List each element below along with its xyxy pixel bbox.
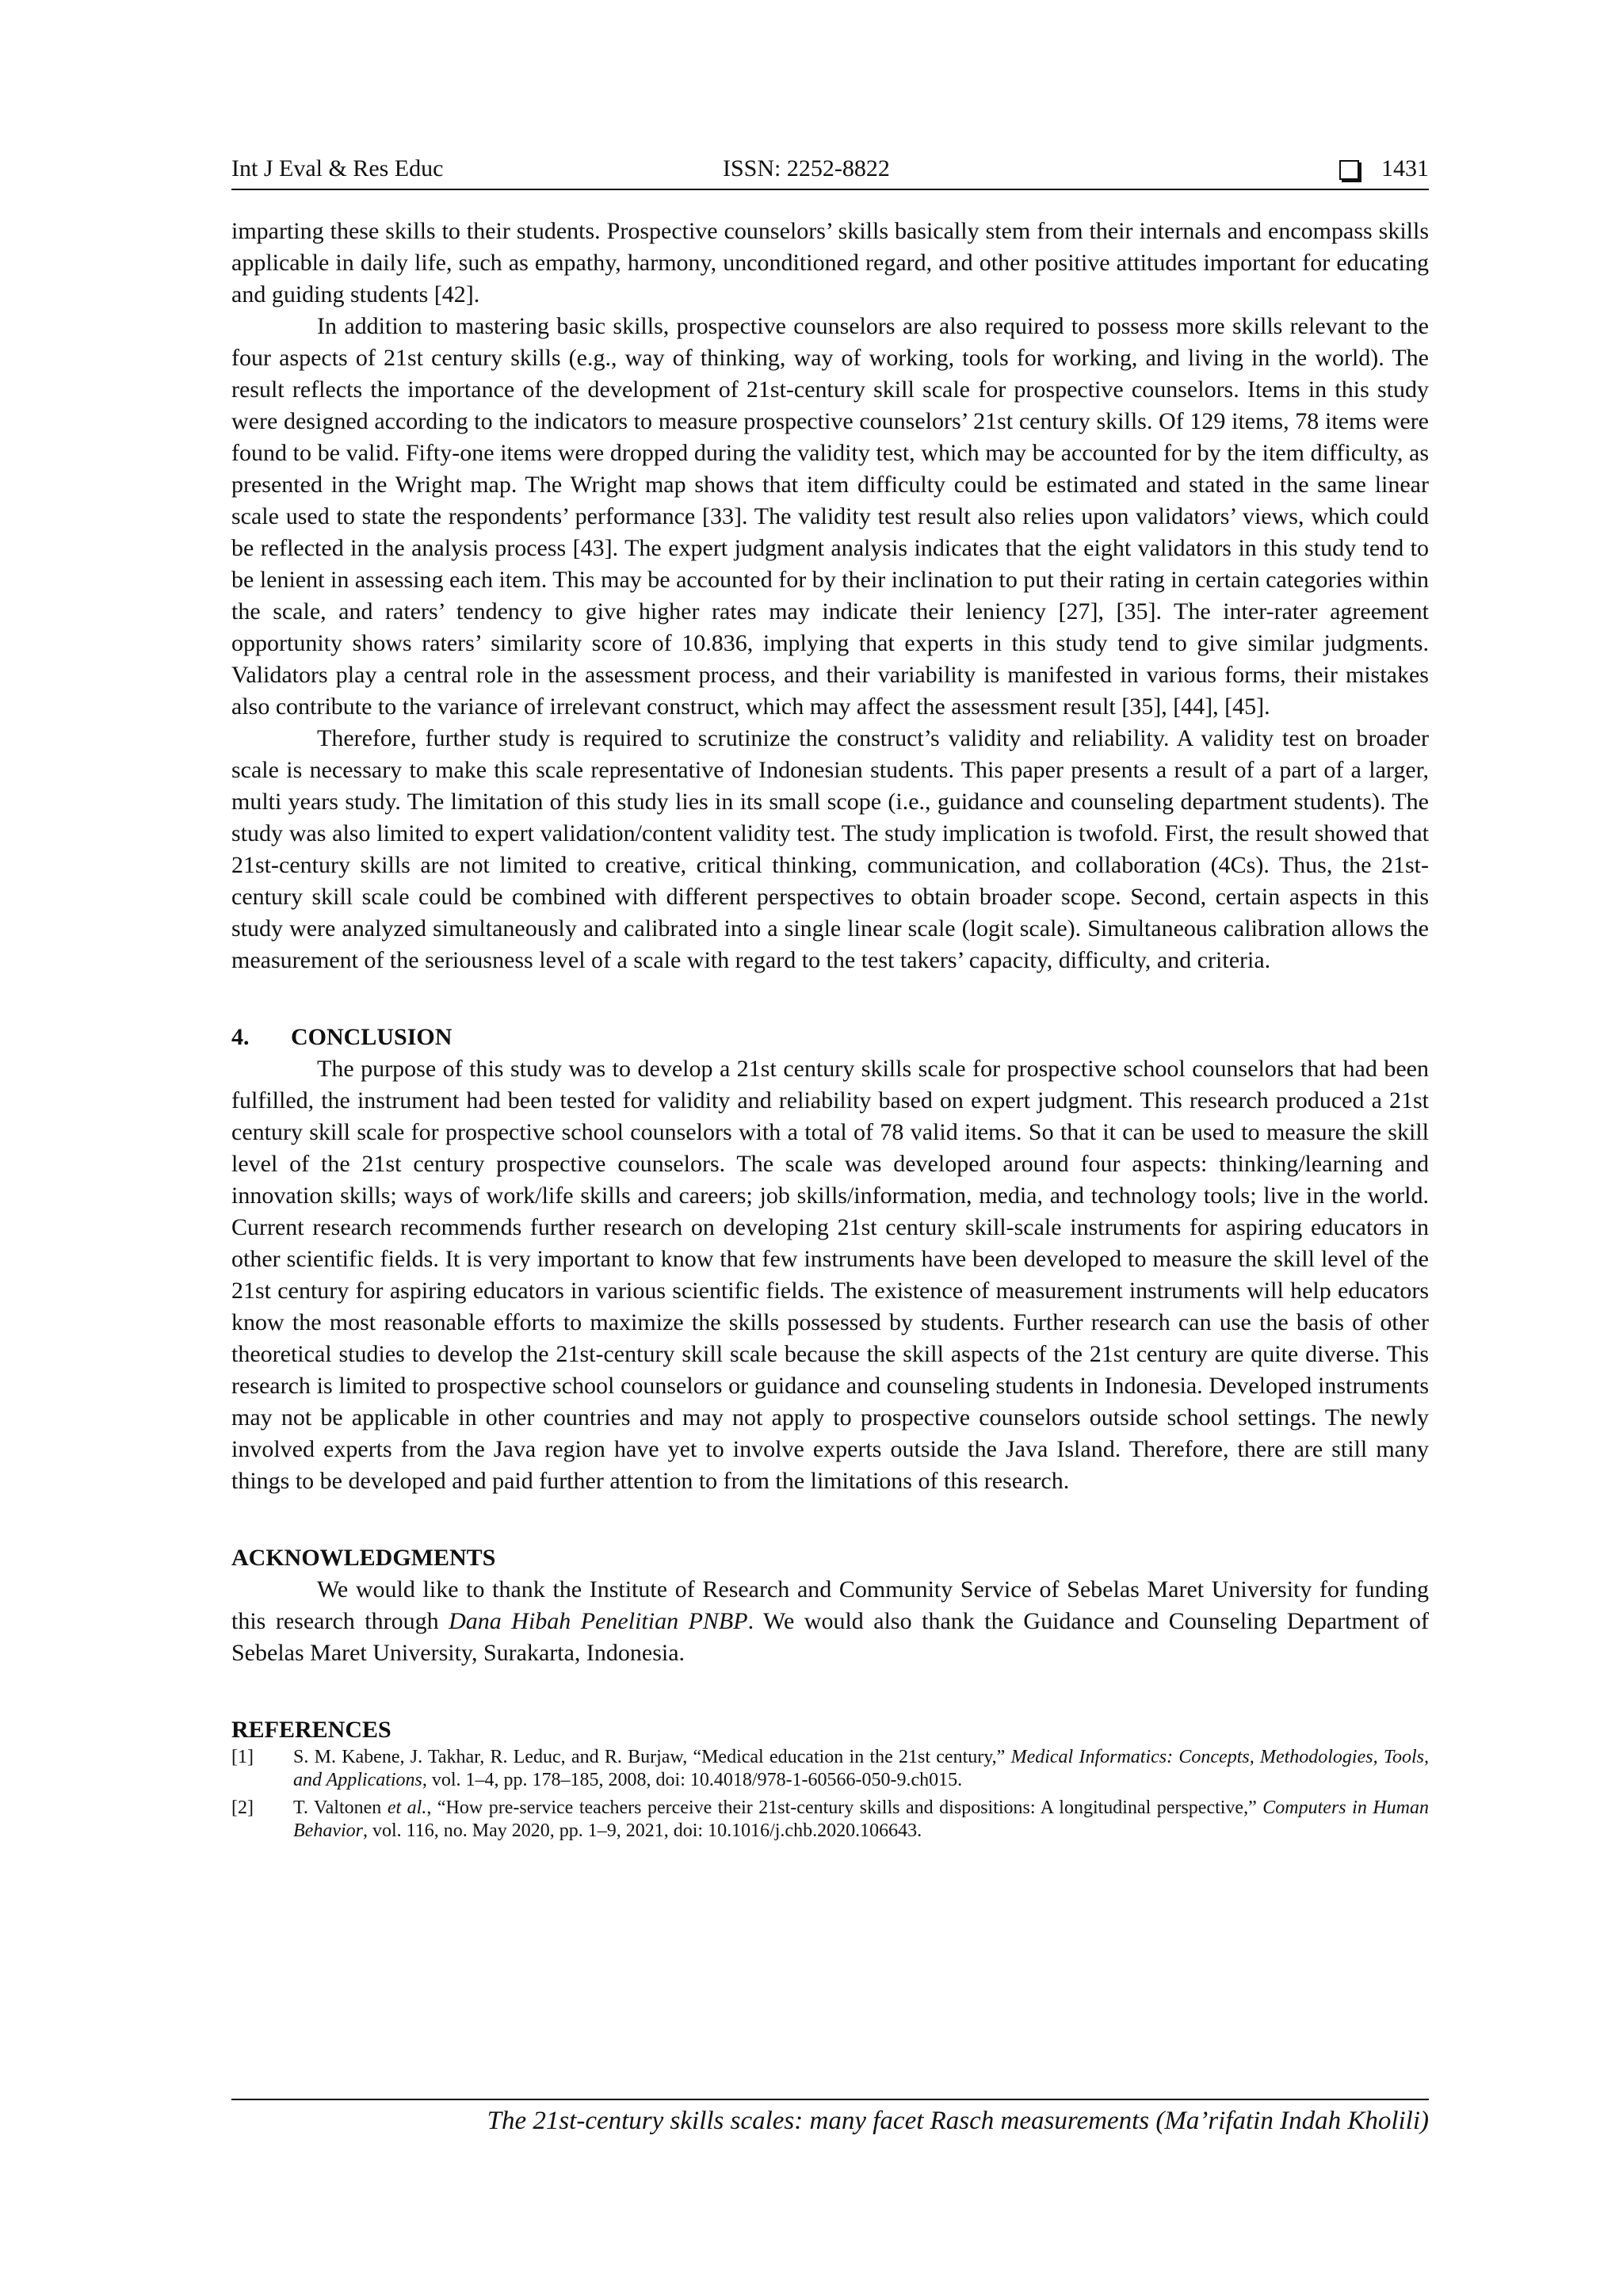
reference-list [231,1746,1429,1843]
ref-authors-title: S. M. Kabene, J. Takhar, R. Leduc, and R. Burjaw, “Medical education in the 21st century,” [293,1747,1011,1767]
ref-details: , vol. 1–4, pp. 178–185, 2008, doi: 10.4018/978-1-60566-050-9.ch015. [422,1770,963,1790]
ref-source: Medical Informatics: Concepts, Methodologies, Tools, and Applications [293,1747,1429,1790]
section-title: CONCLUSION [291,1024,453,1050]
page-number: 1431 [1381,155,1429,181]
references-heading: REFERENCES [231,1717,391,1743]
reference-item [231,1797,1429,1843]
reference-number: [2] [231,1797,254,1818]
reference-text [293,1746,1429,1792]
journal-name: Int J Eval & Res Educ [231,155,444,181]
reference-text [293,1797,1429,1843]
ref-etal: et al. [387,1797,427,1818]
conclusion-paragraph: The purpose of this study was to develop a 21st century skills scale for prospective school counselors that had been fulfilled, the instrument had been tested for validity and reliability based on expert judgment. This research produced a 21st century skill scale for prospective school counselors with a total of 78 valid items. So that it can be used to measure the skill level of the 21st century prospective counselors. The scale was developed around four aspects: thinking/learning and innovation skills; ways of work/life skills and careers; job skills/information, media, and technology tools; live in the world. Current research recommends further research on developing 21st century skill-scale instruments for aspiring educators in other scientific fields. It is very important to know that few instruments have been developed to measure the skill level of the 21st century for aspiring educators in various scientific fields. The existence of measurement instruments will help educators know the most reasonable efforts to maximize the skills possessed by students. Further research can use the basis of other theoretical studies to develop the 21st-century skill scale because the skill aspects of the 21st century are quite diverse. This research is limited to prospective school counselors or guidance and counseling students in Indonesia. Developed instruments may not be applicable in other countries and may not apply to prospective counselors outside school settings. The newly involved experts from the Java region have yet to involve experts outside the Java Island. Therefore, there are still many things to be developed and paid further attention to from the limitations of this research. [231,1056,1429,1494]
page-footer [231,2099,1429,2136]
page-header [231,155,1429,190]
ref-details: , vol. 116, no. May 2020, pp. 1–9, 2021, doi: 10.1016/j.chb.2020.106643. [362,1820,922,1841]
running-title: The 21st-century skills scales: many facet Rasch measurements (Ma’rifatin Indah Kholili) [487,2107,1429,2135]
acknowledgments-paragraph [231,1574,1429,1669]
page-number-group [1339,155,1429,182]
ref-title: , “How pre-service teachers perceive their 21st-century skills and dispositions: A longitudinal perspective,” [426,1797,1263,1818]
reference-number: [1] [231,1747,254,1767]
ack-text-before: We would like to thank the Institute of Research and Community Service of Sebelas Maret University for funding this research through [231,1576,1429,1634]
paragraph-2: In addition to mastering basic skills, prospective counselors are also required to possess more skills relevant to the four aspects of 21st century skills (e.g., way of thinking, way of working, tools for working, and living in the world). The result reflects the importance of the development of 21st-century skill scale for prospective counselors. Items in this study were designed according to the indicators to measure prospective counselors’ 21st century skills. Of 129 items, 78 items were found to be valid. Fifty-one items were dropped during the validity test, which may be accounted for by the item difficulty, as presented in the Wright map. The Wright map shows that item difficulty could be estimated and stated in the same linear scale used to state the respondents’ performance [33]. The validity test result also relies upon validators’ views, which could be reflected in the analysis process [43]. The expert judgment analysis indicates that the eight validators in this study tend to be lenient in assessing each item. This may be accounted for by their inclination to put their rating in certain categories within the scale, and raters’ tendency to give higher rates may indicate their leniency [27], [35]. The inter-rater agreement opportunity shows raters’ similarity score of 10.836, implying that experts in this study tend to give similar judgments. Validators play a central role in the assessment process, and their variability is manifested in various forms, their mistakes also contribute to the variance of irrelevant construct, which may affect the assessment result [35], [44], [45]. [231,313,1429,720]
paragraph-3: Therefore, further study is required to scrutinize the construct’s validity and reliability. A validity test on broader scale is necessary to make this scale representative of Indonesian students. This paper presents a result of a part of a larger, multi years study. The limitation of this study lies in its small scope (i.e., guidance and counseling department students). The study was also limited to expert validation/content validity test. The study implication is twofold. First, the result showed that 21st-century skills are not limited to creative, critical thinking, communication, and collaboration (4Cs). Thus, the 21st-century skill scale could be combined with different perspectives to obtain broader scope. Second, certain aspects in this study were analyzed simultaneously and calibrated into a single linear scale (logit scale). Simultaneous calibration allows the measurement of the seriousness level of a scale with regard to the test takers’ capacity, difficulty, and criteria. [231,725,1429,973]
paragraph-1: imparting these skills to their students. Prospective counselors’ skills basically stem from their internals and encompass skills applicable in daily life, such as empathy, harmony, unconditioned regard, and other positive attitudes important for educating and guiding students [42]. [231,218,1429,308]
ref-authors: T. Valtonen [293,1797,388,1818]
reference-item [231,1746,1429,1792]
section-number: 4. [231,1024,250,1050]
square-box-icon [1339,160,1359,180]
ref-source: Computers in Human Behavior [293,1797,1430,1841]
ack-text-after: . We would also thank the Guidance and Counseling Department of Sebelas Maret University, Surakarta, Indonesia. [231,1608,1429,1666]
conclusion-heading [231,1022,1429,1053]
main-content [231,216,1429,1847]
ack-grant-name: Dana Hibah Penelitian PNBP [449,1608,748,1634]
acknowledgments-heading: ACKNOWLEDGMENTS [231,1545,496,1571]
issn: ISSN: 2252-8822 [723,155,890,181]
